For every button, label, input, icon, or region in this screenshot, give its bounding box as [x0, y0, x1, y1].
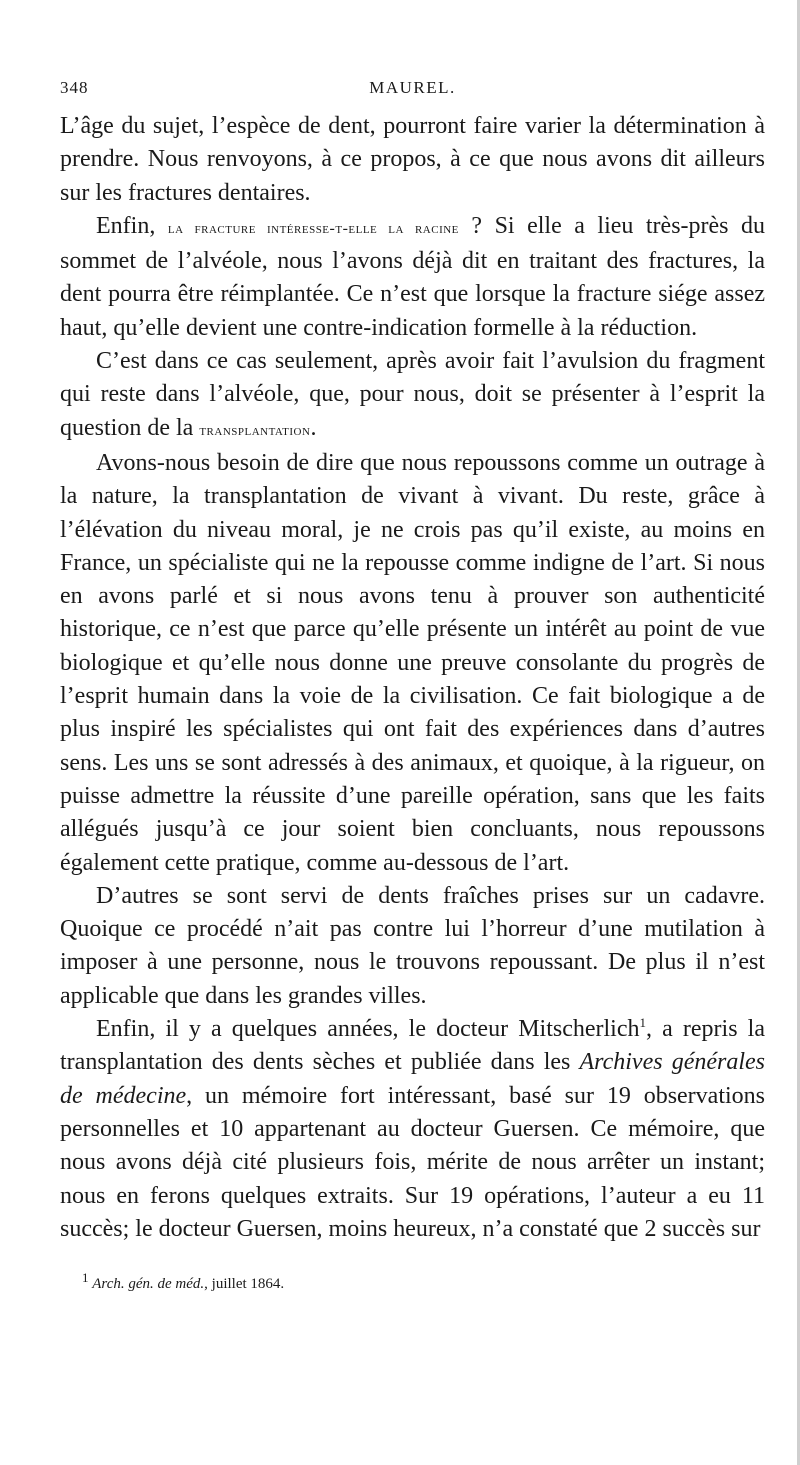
- page-number: 348: [60, 78, 89, 97]
- footnote-source: Arch. gén. de méd.: [92, 1276, 205, 1293]
- running-title: MAUREL.: [369, 78, 456, 97]
- journal-title: Archives générales de médecine: [60, 1049, 765, 1109]
- footnote-rest: , juillet 1864.: [204, 1276, 285, 1293]
- paragraph-3: [60, 345, 765, 447]
- paragraph-6-a: Enfin, il y a quelques années, le docteur Mitscherlich: [96, 1016, 640, 1043]
- paragraph-2-lead: Enfin,: [96, 212, 156, 239]
- paragraph-2-smallcaps: la fracture intéresse-t-elle la racine: [167, 219, 459, 237]
- paragraph-3-text: C’est dans ce cas seulement, après avoir fait l’avulsion du fragment qui reste dans l’alvéole, que, pour nous, doit se présenter à l’esprit la question de la: [60, 348, 765, 441]
- paragraph-3-end: .: [310, 414, 317, 441]
- footnote-reference: 1: [639, 1015, 646, 1031]
- paragraph-6-b: , a repris la transplantation des dents sèches et publiée dans les: [60, 1016, 765, 1076]
- paragraph-3-smallcaps: transplantation: [199, 421, 311, 439]
- paragraph-4: Avons-nous besoin de dire que nous repoussons comme un outrage à la nature, la transplantation de vivant à vivant. Du reste, grâce à l’élévation du niveau moral, je ne crois pas qu’il existe, au moins en France, un spécialiste qui ne la repousse comme indigne de l’art. Si nous en avons parlé et si nous avons tenu à prouver son authenticité historique, ce n’est que parce qu’elle présente un intérêt au point de vue biologique et qu’elle nous donne une preuve consolante du progrès de l’esprit humain dans la voie de la civilisation. Ce fait biologique a de plus inspiré les spécialistes qui ont fait des expériences dans d’autres sens. Les uns se sont adressés à des animaux, et quoique, à la rigueur, on puisse admettre la réussite d’une pareille opération, sans que les faits allégués jusqu’à ce jour soient bien concluants, nous repoussons également cette pratique, comme au-dessous de l’art.: [60, 449, 765, 876]
- paragraph-2: [60, 210, 765, 345]
- book-page: [60, 78, 765, 1293]
- body-text: [60, 110, 765, 1246]
- running-head: [60, 78, 765, 110]
- paragraph-1: L’âge du sujet, l’espèce de dent, pourront faire varier la détermination à prendre. Nous renvoyons, à ce propos, à ce que nous avons dit ailleurs sur les fractures dentaires.: [60, 113, 765, 206]
- paragraph-6: [60, 1013, 765, 1246]
- footnote-marker: 1: [82, 1270, 89, 1286]
- paragraph-5: D’autres se sont servi de dents fraîches prises sur un cadavre. Quoique ce procédé n’ait pas contre lui l’horreur d’une mutilation à imposer à une personne, nous le trouvons repoussant. De plus il n’est applicable que dans les grandes villes.: [60, 882, 765, 1009]
- paragraph-6-c: , un mémoire fort intéressant, basé sur 19 observations personnelles et 10 appartenant au docteur Guersen. Ce mémoire, que nous avons déjà cité plusieurs fois, mérite de nous arrêter un instant; nous en ferons quelques extraits. Sur 19 opérations, l’auteur a eu 11 succès; le docteur Guersen, moins heureux, n’a constaté que 2 succès sur: [60, 1082, 766, 1242]
- paragraph-2-rest: ? Si elle a lieu très-près du sommet de l’alvéole, nous l’avons déjà dit en traitant des fractures, la dent pourra être réimplantée. Ce n’est que lorsque la fracture siége assez haut, qu’elle devient une contre-indication formelle à la réduction.: [60, 212, 766, 341]
- footnote: [60, 1270, 765, 1293]
